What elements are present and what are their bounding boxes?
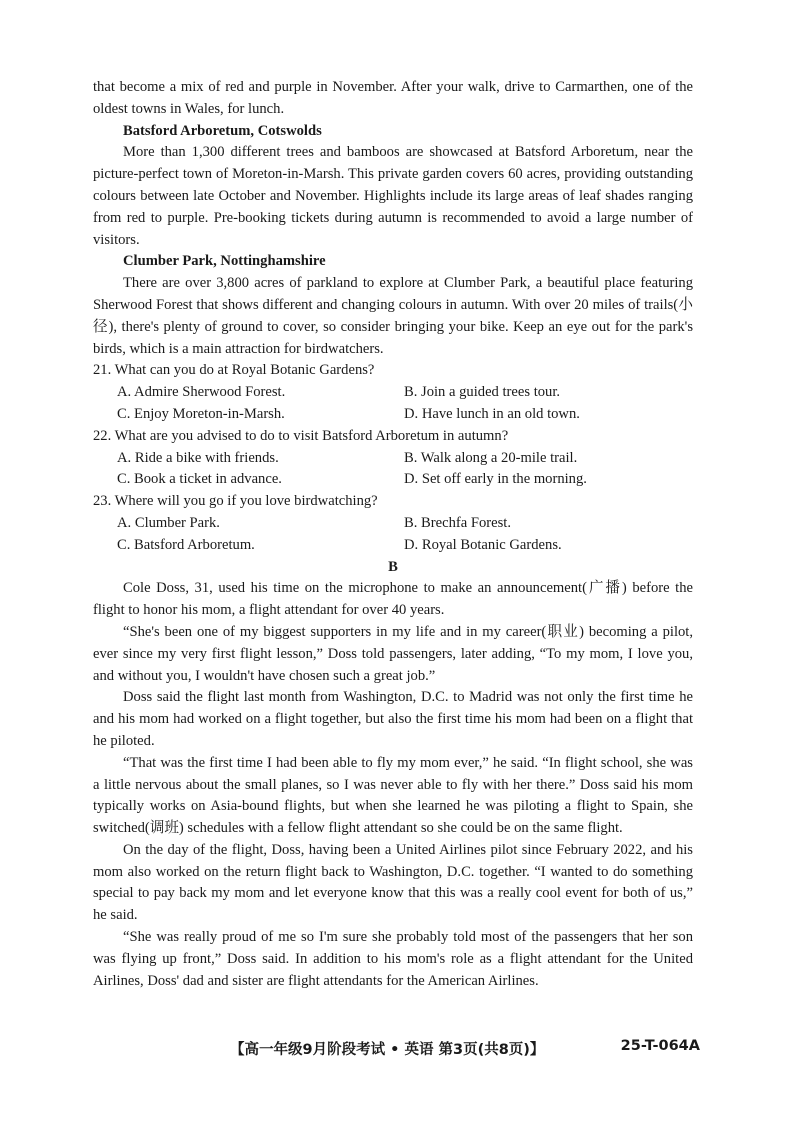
option-a: A. Ride a bike with friends. (117, 449, 279, 466)
option-d: D. Have lunch in an old town. (404, 405, 580, 422)
exam-code: 25-T-064A (620, 1038, 700, 1054)
option-b: B. Join a guided trees tour. (404, 384, 561, 401)
question-stem: 23. Where will you go if you love birdwatching? (93, 493, 378, 510)
question-21 (93, 360, 693, 425)
page-footer (230, 1038, 700, 1059)
page-body (93, 77, 693, 992)
passage-b-paragraph: Doss said the flight last month from Washington, D.C. to Madrid was not only the first time he and his mom had worked on a flight together, but also the first time his mom had been on a flight that he piloted. (93, 689, 693, 749)
option-d: D. Set off early in the morning. (404, 471, 587, 488)
exam-info: 【高一年级9月阶段考试 • 英语 第3页(共8页)】 (230, 1042, 545, 1058)
option-c: C. Enjoy Moreton-in-Marsh. (117, 405, 285, 422)
section-b-label: B (388, 558, 398, 575)
option-c: C. Batsford Arboretum. (117, 536, 255, 553)
passage-b-paragraph: “That was the first time I had been able to fly my mom ever,” he said. “In flight school, she was a little nervous about the small planes, so I was never able to fly with her there.” Doss said his mom typically works on Asia-bound flights, but when she learned he was piloting a flight to Spain, she switched(调班) schedules with a fellow flight attendant so she could be on the same flight. (93, 754, 693, 837)
passage-b-paragraph: Cole Doss, 31, used his time on the microphone to make an announcement(广播) before the flight to honor his mom, a flight attendant for over 40 years. (93, 580, 693, 619)
question-23 (93, 491, 693, 556)
option-a: A. Clumber Park. (117, 514, 220, 531)
option-grid (93, 513, 693, 557)
option-a: A. Admire Sherwood Forest. (117, 384, 286, 401)
question-22 (93, 426, 693, 491)
option-b: B. Brechfa Forest. (404, 514, 511, 531)
batsford-heading: Batsford Arboretum, Cotswolds (123, 122, 322, 139)
option-c: C. Book a ticket in advance. (117, 471, 282, 488)
option-b: B. Walk along a 20-mile trail. (404, 449, 578, 466)
option-grid (93, 448, 693, 492)
clumber-heading: Clumber Park, Nottinghamshire (123, 253, 326, 270)
passage-b-paragraph: “She's been one of my biggest supporters in my life and in my career(职业) becoming a pilot, ever since my very first flight lesson,” Doss told passengers, later adding, “To my mom, I love you, and without you, I wouldn't have chosen such a great job.” (93, 623, 693, 684)
question-stem: 22. What are you advised to do to visit Batsford Arboretum in autumn? (93, 427, 509, 444)
clumber-paragraph: There are over 3,800 acres of parkland to explore at Clumber Park, a beautiful place featuring Sherwood Forest that shows different and changing colours in autumn. With over 20 miles of trails(小径), there's plenty of ground to cover, so consider bringing your bike. Keep an eye out for the park's birds, which is a main attraction for birdwatchers. (93, 275, 693, 357)
passage-b-paragraph: On the day of the flight, Doss, having been a United Airlines pilot since February 2022, and his mom also worked on the return flight back to Washington, D.C. together. “I wanted to do something special to pay back my mom and let everyone know that this was a really cool event for both of us,” he said. (93, 841, 693, 924)
option-d: D. Royal Botanic Gardens. (404, 536, 562, 553)
option-grid (93, 382, 693, 426)
passage-b-paragraph: “She was really proud of me so I'm sure she probably told most of the passengers that her son was flying up front,” Doss said. In addition to his mom's role as a flight attendant for the United Airlines, Doss' dad and sister are flight attendants for the American Airlines. (93, 929, 693, 989)
question-stem: 21. What can you do at Royal Botanic Gardens? (93, 362, 375, 379)
intro-paragraph-tail: that become a mix of red and purple in November. After your walk, drive to Carmarthen, one of the oldest towns in Wales, for lunch. (93, 79, 693, 117)
batsford-paragraph: More than 1,300 different trees and bamboos are showcased at Batsford Arboretum, near the picture-perfect town of Moreton-in-Marsh. This private garden covers 60 acres, providing outstanding colours between late October and November. Highlights include its large areas of leaf shades ranging from red to purple. Pre-booking tickets during autumn is recommended to avoid a large number of visitors. (93, 144, 693, 248)
